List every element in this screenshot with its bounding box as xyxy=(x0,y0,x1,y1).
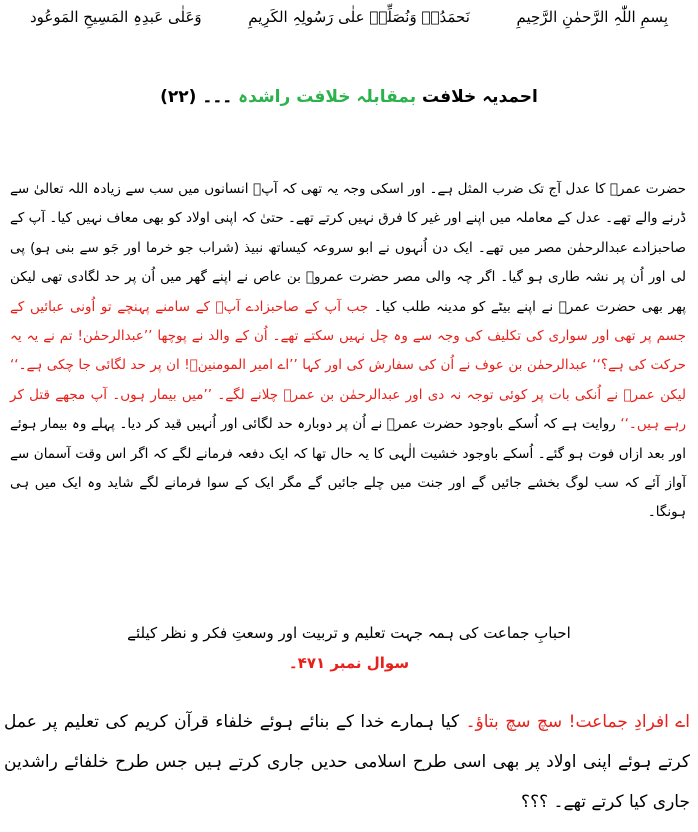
question-paragraph xyxy=(4,702,690,822)
section-heading: احبابِ جماعت کی ہمہ جہت تعلیم و تربیت اور وسعتِ فکر و نظر کیلئے xyxy=(127,624,571,642)
paragraph-part-1: حضرت عمرؓ کا عدل آج تک ضرب المثل ہے۔ اور اسکی وجہ یہ تھی کہ آپؓ انسانوں میں سب سے زیادہ اللہ تعالیٰ سے ڈرنے والے تھے۔ عدل کے معاملہ میں اپنے اور غیر کا فرق نہیں کرتے تھے۔ حتیٰ کہ اپنی اولاد کو بھی معاف نہیں کیا۔ آپ کے صاحبزادے عبدالرحمٰن مصر میں تھے۔ ایک دن اُنہوں نے ابو سروعہ کیساتھ نبیذ (شراب جو خرما اور جَو سے بنی ہو) پی لی اور اُن پر نشہ طاری ہو گیا۔ اگر چہ والی مصر حضرت عمروؓ بن عاص نے اپنے گھر میں اُن پر حد لگادی تھی لیکن پھر بھی حضرت عمرؓ نے اپنے بیٹے کو مدینہ طلب کیا۔ xyxy=(10,181,687,315)
page-title xyxy=(0,84,698,110)
title-dots: ۔۔۔ xyxy=(202,87,233,107)
paragraph-part-2-highlight: جب آپ کے صاحبزادے آپؓ کے سامنے پہنچے تو اُونی عبائیں کے جسم پر تھی اور سواری کی تکلیف کی وجہ سے وہ چل نہیں سکتے تھے۔ اُن کے والد نے پوچھا ’’عبدالرحمٰن! تم نے یہ یہ حرکت کی ہے؟‘‘ عبدالرحمٰن بن عوف نے اُن کی سفارش کی اور کہا ’’اے امیر المومنینؓ! ان پر حد لگائی جا چکی ہے۔‘‘ لیکن عمرؓ نے اُنکی بات پر کوئی توجہ نہ دی اور عبدالرحمٰن بن عمرؓ چلانے لگے۔ ’’میں بیمار ہوں۔ آپ مجھے قتل کر رہے ہیں۔‘‘ xyxy=(10,298,686,433)
bismillah-text: بِسمِ اللّٰہِ الرَّحمٰنِ الرَّحِیمِ xyxy=(516,8,668,26)
title-main: احمدیہ خلافت xyxy=(422,87,538,107)
title-number: (۲۲) xyxy=(160,87,197,107)
salat-text: وَعَلٰی عَبدِہِ المَسِیحِ المَوعُود xyxy=(30,8,202,26)
bismillah-header xyxy=(30,6,668,28)
paragraph-part-3: روایت ہے کہ اُسکے باوجود حضرت عمرؓ نے اُن پر دوبارہ حد لگائی اور اُنہیں قید کر دیا۔ پہلے وہ بیمار ہوئے اور بعد ازاں فوت ہو گئے۔ اُسکے باوجود خشیت الٰہی کا یہ حال تھا کہ ایک دفعہ فرمانے لگے کہ اگر اس وقت آسمان سے آواز آئے کہ سب لوگ بخشے جائیں گے اور جنت میں چلے جائیں گے مگر ایک کے سوا فرمانے لگے شاید وہ ایک میں ہی ہونگا۔ xyxy=(10,416,686,521)
question-text: کیا ہمارے خدا کے بنائے ہوئے خلفاء قرآن کریم کی تعلیم پر عمل کرتے ہوئے اپنی اولاد پر بھی اسی طرح اسلامی حدیں جاری کرتے ہیں جس طرح خلفائے راشدین جاری کیا کرتے تھے۔ ؟؟؟ xyxy=(4,712,690,812)
question-lead: اے افرادِ جماعت! سچ سچ بتاؤ۔ xyxy=(465,712,690,732)
title-accent: بمقابلہ خلافت راشدہ xyxy=(238,87,417,107)
question-number: سوال نمبر ۴۷۱۔ xyxy=(288,654,410,672)
article-paragraph xyxy=(10,175,686,528)
hamd-text: نَحمَدُہٗ وَنُصَلِّیۡ علٰی رَسُولِہِ الکَرِیمِ xyxy=(248,8,470,26)
